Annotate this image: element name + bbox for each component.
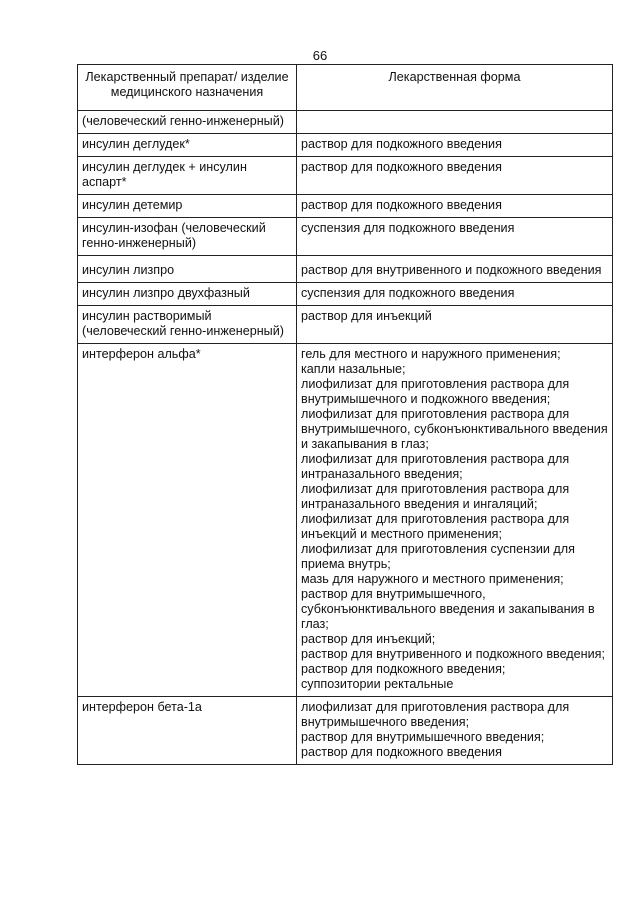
table-row [78,195,613,218]
table-row [78,157,613,195]
dosage-form-item: раствор для подкожного введения [301,745,502,759]
dosage-form-cell [297,256,613,283]
dosage-form-cell [297,195,613,218]
dosage-form-item: раствор для инъекций [301,309,432,323]
drug-name-cell: инсулин деглудек* [78,134,297,157]
table-row [78,111,613,134]
dosage-form-item: лиофилизат для приготовления раствора для интраназального введения; [301,452,570,481]
dosage-form-cell [297,283,613,306]
dosage-form-cell [297,157,613,195]
dosage-form-item: гель для местного и наружного применения; [301,347,561,361]
dosage-form-item: раствор для внутривенного и подкожного введения; [301,647,605,661]
table-row [78,344,613,697]
dosage-form-item: лиофилизат для приготовления раствора для интраназального введения и ингаляций; [301,482,570,511]
dosage-form-item: раствор для подкожного введения [301,198,502,212]
drug-name-cell: инсулин лизпро двухфазный [78,283,297,306]
dosage-form-item: раствор для внутримышечного, субконъюнктивального введения и закапывания в глаз; [301,587,595,631]
dosage-form-item: раствор для внутривенного и подкожного введения [301,263,602,277]
table-row [78,134,613,157]
drug-name-cell: инсулин растворимый (человеческий генно-инженерный) [78,306,297,344]
table-row [78,283,613,306]
dosage-form-item: раствор для подкожного введения; [301,662,506,676]
dosage-form-item: суспензия для подкожного введения [301,221,515,235]
dosage-form-item: раствор для инъекций; [301,632,436,646]
dosage-form-item: раствор для внутримышечного введения; [301,730,545,744]
drug-name-cell: инсулин лизпро [78,256,297,283]
header-row [78,65,613,111]
dosage-form-item: лиофилизат для приготовления раствора для инъекций и местного применения; [301,512,570,541]
dosage-form-item: лиофилизат для приготовления суспензии для приема внутрь; [301,542,575,571]
dosage-form-item: раствор для подкожного введения [301,137,502,151]
dosage-form-cell [297,344,613,697]
header-drug: Лекарственный препарат/ изделие медицинского назначения [78,65,297,111]
dosage-form-item: капли назальные; [301,362,406,376]
drug-name-cell: инсулин-изофан (человеческий генно-инженерный) [78,218,297,256]
dosage-form-item: суспензия для подкожного введения [301,286,515,300]
drug-name-cell: интерферон бета-1а [78,697,297,765]
drug-name-cell: инсулин деглудек + инсулин аспарт* [78,157,297,195]
drug-name-cell: (человеческий генно-инженерный) [78,111,297,134]
drug-name-cell: интерферон альфа* [78,344,297,697]
dosage-form-item: мазь для наружного и местного применения; [301,572,564,586]
dosage-form-item: раствор для подкожного введения [301,160,502,174]
dosage-form-cell [297,134,613,157]
dosage-form-item: лиофилизат для приготовления раствора для внутримышечного, субконъюнктивального введения и закапывания в глаз; [301,407,608,451]
dosage-form-cell [297,111,613,134]
table-row [78,218,613,256]
table-row [78,256,613,283]
dosage-form-item: лиофилизат для приготовления раствора для внутримышечного и подкожного введения; [301,377,570,406]
dosage-form-cell [297,697,613,765]
drug-name-cell: инсулин детемир [78,195,297,218]
header-form: Лекарственная форма [297,65,613,111]
table-row [78,306,613,344]
dosage-form-item: суппозитории ректальные [301,677,454,691]
dosage-form-cell [297,306,613,344]
dosage-form-item: лиофилизат для приготовления раствора для внутримышечного введения; [301,700,570,729]
table-body [78,111,613,765]
page-number: 66 [312,48,328,63]
dosage-form-cell [297,218,613,256]
table-row [78,697,613,765]
medication-table [77,64,613,765]
table-header [78,65,613,111]
